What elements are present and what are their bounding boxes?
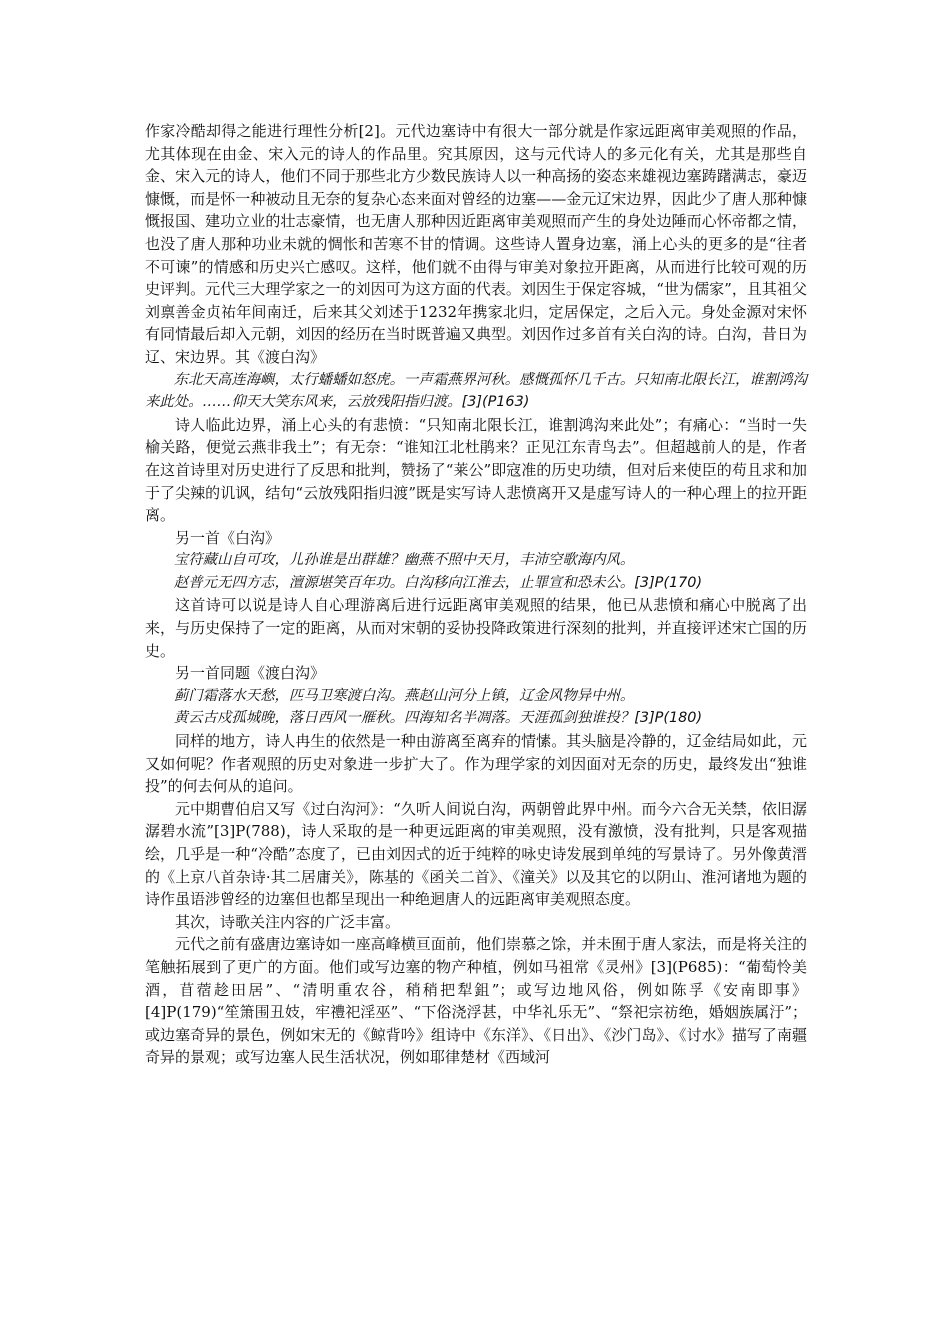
poem-line-2: 宝符藏山自可攻，儿孙谁是出群雄？幽燕不照中天月，丰沛空歌海内风。 [173,552,635,569]
paragraph-1: 作家冷酷却得之能进行理性分析[2]。元代边塞诗中有很大一部分就是作家远距离审美观照的作品，尤其体现在由金、宋入元的诗人的作品里。究其原因，这与元代诗人的多元化有关，尤其是那些自金、宋入元的诗人，他们不同于那些北方少数民族诗人以一种高扬的姿态来雄视边塞踌躇满志，豪迈慷慨，而是怀一种被动且无奈的复杂心态来面对曾经的边塞——金元辽宋边界，因此少了唐人那种慷慨报国、建功立业的壮志豪情，也无唐人那种因近距离审美观照而产生的身处边陲而心怀帝都之情，也没了唐人那种功业未就的惆怅和苦寒不甘的情调。这些诗人置身边塞，涌上心头的更多的是“往者不可谏”的情感和历史兴亡感叹。这样，他们就不由得与审美对象拉开距离，从而进行比较可观的历史评判。元代三大理学家之一的刘因可为这方面的代表。刘因生于保定容城，“世为儒家”，且其祖父刘禀善金贞祐年间南迁，后来其父刘述于1232年携家北归，定居保定，之后入元。身处金源对宋怀有同情最后却入元朝，刘因的经历在当时既普遍又典型。刘因作过多首有关白沟的诗。白沟，昔日为辽、宋边界。其《渡白沟》 [145,122,807,366]
paragraph-2: 诗人临此边界，涌上心头的有悲愤：“只知南北限长江，谁割鸿沟来此处”；有痛心：“当时一失榆关路，便觉云燕非我土”；有无奈：“谁知江北杜鹃来？正见江东青鸟去”。但超越前人的是，作者在这首诗里对历史进行了反思和批判，赞扬了“莱公”即寇准的历史功绩，但对后来使臣的苟且求和加于了尖辣的讥讽，结句“云放残阳指归渡”既是实写诗人悲愤离开又是虚写诗人的一种心理上的拉开距离。 [145,415,807,525]
paragraph-9: 元代之前有盛唐边塞诗如一座高峰横亘面前，他们崇慕之馀，并未囿于唐人家法，而是将关注的笔触拓展到了更广的方面。他们或写边塞的物产种植，例如马祖常《灵州》[3](P685)：“葡萄怜美酒，苜蓿趁田居”、“清明重农谷，稍稍把犁鉏”；或写边地风俗，例如陈孚《安南即事》[4]P(179)“笙箫围丑妓，牢禮祀淫巫”、“下俗浇浮甚，中华礼乐无”、“祭祀宗祊绝，婚姻族属汙”；或边塞奇异的景色，例如宋无的《鲸背吟》组诗中《东洋》、《日出》、《沙门岛》、《讨水》描写了南疆奇异的景观；或写边塞人民生活状况，例如耶律楚材《西域河 [145,935,807,1067]
poem-line-1: 东北天高连海嶼，太行蟠蟠如怒虎。一声霜燕界河秋。感慨孤怀几千古。只知南北限长江，谁割鸿沟来此处。……仰天大笑东风来，云放残阳指归渡。[3](P163) [145,371,807,411]
poem-line-4: 蓟门霜落水天愁，匹马卫寒渡白沟。燕赵山河分上镇，辽金风物异中州。 [173,687,635,704]
paragraph-3: 另一首《白沟》 [175,528,281,547]
paragraph-6: 同样的地方，诗人冉生的依然是一种由游离至离弃的情愫。其头脑是冷静的，辽金结局如此，元又如何呢？作者观照的历史对象进一步扩大了。作为理学家的刘因面对无奈的历史，最终发出“独谁投”的何去何从的追问。 [145,732,807,796]
paragraph-4: 这首诗可以说是诗人自心理游离后进行远距离审美观照的结果，他已从悲愤和痛心中脱离了出来，与历史保持了一定的距离，从而对宋朝的妥协投降政策进行深刻的批判，并直接评述宋亡国的历史。 [145,596,807,660]
paragraph-7: 元中期曹伯启又写《过白沟河》：“久听人间说白沟，两朝曾此界中州。而今六合无关禁，依旧潺潺碧水流”[3]P(788)，诗人采取的是一种更远距离的审美观照，没有激愤，没有批判，只是客观描绘，几乎是一种“冷酷”态度了，已由刘因式的近于纯粹的咏史诗发展到单纯的写景诗了。另外像黄溍的《上京八首杂诗·其二居庸关》，陈基的《函关二首》、《潼关》以及其它的以阴山、淮河诸地为题的诗作虽语涉曾经的边塞但也都呈现出一种绝迴唐人的远距离审美观照态度。 [145,799,807,909]
document-body [145,120,807,1069]
paragraph-5: 另一首同题《渡白沟》 [175,664,326,683]
poem-line-3: 赵普元无四方志，澶源堪笑百年功。白沟移向江淮去，止罪宣和恐未公。[3]P(170) [173,574,703,591]
poem-line-5: 黄云古戍孤城晚，落日西风一雁秋。四海知名半凋落。天涯孤剑独谁投？[3]P(180) [173,710,703,727]
paragraph-8: 其次，诗歌关注内容的广泛丰富。 [175,912,401,931]
